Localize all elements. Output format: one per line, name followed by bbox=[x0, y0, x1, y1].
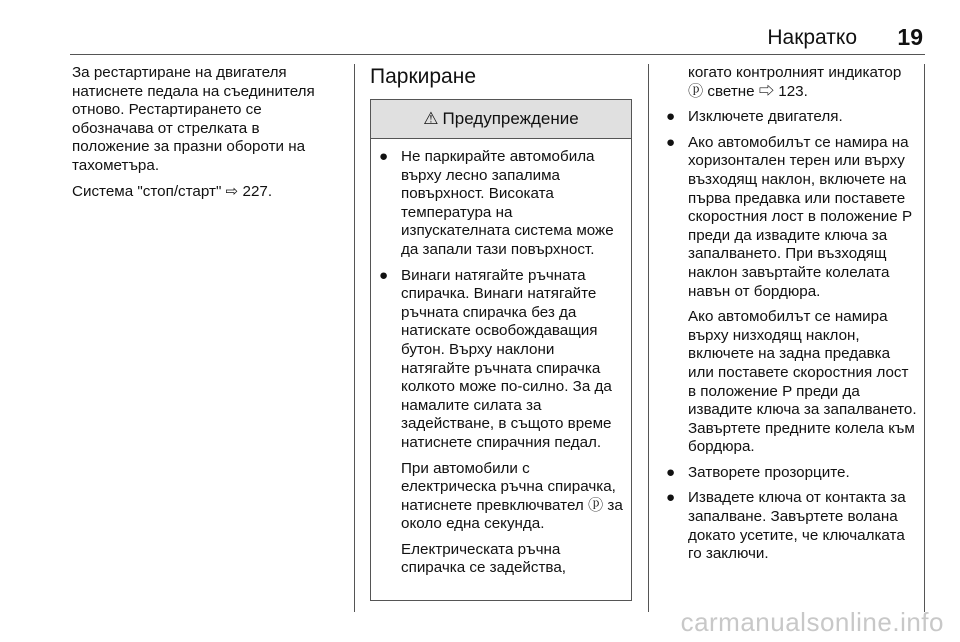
bullet-icon: ● bbox=[666, 133, 676, 151]
list-item bbox=[379, 267, 623, 453]
column-3 bbox=[666, 64, 920, 571]
paragraph-stop-start-ref: Система "стоп/старт" ⇨ 227. bbox=[72, 182, 273, 200]
warning-title: Предупреждение bbox=[442, 108, 579, 128]
warning-box bbox=[370, 99, 632, 601]
step-engine-off: Изключете двигателя. bbox=[688, 108, 843, 126]
list-item bbox=[666, 464, 920, 483]
column-divider-2 bbox=[648, 64, 649, 612]
column-divider-1 bbox=[354, 64, 355, 612]
paragraph-restart: За рестартиране на двигателя натиснете педала на съединителя отново. Рестартирането се обозначава от стрелката в положение за празни обороти на тахометъра. bbox=[72, 64, 315, 174]
column-2 bbox=[370, 64, 632, 601]
bullet-icon: ● bbox=[666, 463, 676, 481]
list-item bbox=[666, 489, 920, 563]
bullet-icon: ● bbox=[666, 108, 676, 126]
chapter-title: Накратко bbox=[767, 26, 857, 49]
watermark: carmanualsonline.info bbox=[680, 607, 944, 637]
warning-text-handbrake: Винаги натягайте ръчната спирачка. Винаги натягайте ръчната спирачка без да натискате освобождаващия бутон. Върху наклони натягайте ръчната спирачка колкото може по-силно. За да намалите силата за задействане, в същото време натиснете спирачния педал. bbox=[401, 266, 612, 451]
bullet-icon: ● bbox=[379, 148, 389, 165]
section-title-parking: Паркиране bbox=[370, 65, 477, 88]
step-uphill: Ако автомобилът се намира на хоризонтален терен или върху възходящ наклон, включете на първа предавка или поставете скоростния лост в положение P преди да извадите ключа за запалването. При възходящ наклон завъртайте колелата навън от бордюра. bbox=[688, 133, 912, 300]
paragraph-epb: При автомобили с електрическа ръчна спирачка, натиснете превключвател ⓟ за около една секунда. bbox=[401, 459, 623, 533]
column-divider-3 bbox=[924, 64, 925, 612]
list-item bbox=[666, 108, 920, 127]
column-1 bbox=[72, 64, 340, 208]
warning-header bbox=[371, 100, 631, 139]
list-item bbox=[379, 148, 623, 260]
list-item bbox=[666, 134, 920, 301]
warning-triangle-icon: ⚠ bbox=[423, 108, 439, 128]
paragraph-indicator-continued: когато контролният индикатор ⓟ светне ⇨ 123. bbox=[688, 64, 902, 100]
warning-text-flammable: Не паркирайте автомобила върху лесно запалима повърхност. Високата температура на изпускателната система може да запали тази повърхност. bbox=[401, 148, 614, 258]
paragraph-epb-continued: Електрическата ръчна спирачка се задейства, bbox=[401, 540, 566, 577]
page-header bbox=[70, 24, 925, 55]
step-close-windows: Затворете прозорците. bbox=[688, 463, 850, 481]
warning-body bbox=[371, 139, 631, 578]
bullet-icon: ● bbox=[379, 266, 389, 284]
step-remove-key: Извадете ключа от контакта за запалване. Завъртете волана докато усетите, че ключалката го заключи. bbox=[688, 489, 906, 563]
page-number: 19 bbox=[897, 24, 923, 50]
bullet-icon: ● bbox=[666, 489, 676, 507]
paragraph-downhill: Ако автомобилът се намира върху низходящ наклон, включете на задна предавка или поставете скоростния лост в положение P преди да извадите ключа за запалването. Завъртете предните колела към бордюра. bbox=[688, 308, 917, 456]
